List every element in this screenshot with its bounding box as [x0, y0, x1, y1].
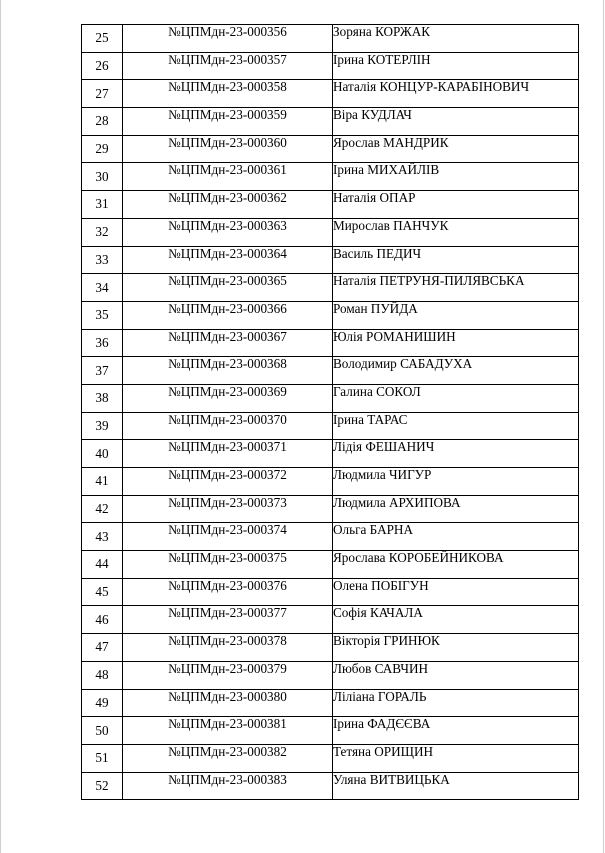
person-name-cell: Ірина МИХАЙЛІВ [333, 163, 579, 191]
table-row [82, 661, 579, 689]
table-row [82, 25, 579, 53]
row-number-cell: 30 [82, 163, 123, 191]
table-row [82, 357, 579, 385]
row-number-cell: 45 [82, 578, 123, 606]
certificate-code-cell: №ЦПМдн-23-000377 [123, 606, 333, 634]
table-row [82, 744, 579, 772]
row-number-cell: 38 [82, 384, 123, 412]
certificate-code-cell: №ЦПМдн-23-000373 [123, 495, 333, 523]
person-name-cell: Ольга БАРНА [333, 523, 579, 551]
person-name-cell: Ліліана ГОРАЛЬ [333, 689, 579, 717]
certificate-code-cell: №ЦПМдн-23-000380 [123, 689, 333, 717]
row-number-cell: 42 [82, 495, 123, 523]
table-row [82, 689, 579, 717]
certificates-table [81, 24, 579, 800]
certificate-code-cell: №ЦПМдн-23-000375 [123, 551, 333, 579]
table-row [82, 52, 579, 80]
person-name-cell: Людмила АРХИПОВА [333, 495, 579, 523]
certificate-code-cell: №ЦПМдн-23-000357 [123, 52, 333, 80]
table-row [82, 163, 579, 191]
row-number-cell: 44 [82, 551, 123, 579]
row-number-cell: 50 [82, 717, 123, 745]
table-row [82, 246, 579, 274]
table-row [82, 772, 579, 800]
certificate-code-cell: №ЦПМдн-23-000366 [123, 301, 333, 329]
certificate-code-cell: №ЦПМдн-23-000359 [123, 108, 333, 136]
row-number-cell: 35 [82, 301, 123, 329]
row-number-cell: 46 [82, 606, 123, 634]
certificate-code-cell: №ЦПМдн-23-000379 [123, 661, 333, 689]
row-number-cell: 49 [82, 689, 123, 717]
row-number-cell: 47 [82, 634, 123, 662]
table-row [82, 551, 579, 579]
person-name-cell: Наталія ОПАР [333, 191, 579, 219]
row-number-cell: 27 [82, 80, 123, 108]
person-name-cell: Наталія КОНЦУР-КАРАБІНОВИЧ [333, 80, 579, 108]
certificate-code-cell: №ЦПМдн-23-000369 [123, 384, 333, 412]
row-number-cell: 29 [82, 135, 123, 163]
row-number-cell: 51 [82, 744, 123, 772]
table-row [82, 495, 579, 523]
person-name-cell: Софія КАЧАЛА [333, 606, 579, 634]
table-row [82, 274, 579, 302]
certificate-code-cell: №ЦПМдн-23-000360 [123, 135, 333, 163]
certificate-code-cell: №ЦПМдн-23-000356 [123, 25, 333, 53]
table-row [82, 578, 579, 606]
page-edge-left [0, 0, 1, 853]
row-number-cell: 33 [82, 246, 123, 274]
person-name-cell: Лідія ФЕШАНИЧ [333, 440, 579, 468]
table-row [82, 523, 579, 551]
certificates-table-body [82, 25, 579, 800]
person-name-cell: Людмила ЧИГУР [333, 468, 579, 496]
table-row [82, 468, 579, 496]
table-row [82, 412, 579, 440]
row-number-cell: 34 [82, 274, 123, 302]
table-row [82, 717, 579, 745]
row-number-cell: 40 [82, 440, 123, 468]
table-row [82, 191, 579, 219]
person-name-cell: Галина СОКОЛ [333, 384, 579, 412]
certificate-code-cell: №ЦПМдн-23-000381 [123, 717, 333, 745]
certificate-code-cell: №ЦПМдн-23-000372 [123, 468, 333, 496]
table-row [82, 384, 579, 412]
person-name-cell: Ярослав МАНДРИК [333, 135, 579, 163]
person-name-cell: Мирослав ПАНЧУК [333, 218, 579, 246]
table-row [82, 301, 579, 329]
person-name-cell: Володимир САБАДУХА [333, 357, 579, 385]
row-number-cell: 26 [82, 52, 123, 80]
table-row [82, 135, 579, 163]
person-name-cell: Ірина КОТЕРЛІН [333, 52, 579, 80]
row-number-cell: 43 [82, 523, 123, 551]
person-name-cell: Любов САВЧИН [333, 661, 579, 689]
row-number-cell: 28 [82, 108, 123, 136]
row-number-cell: 25 [82, 25, 123, 53]
person-name-cell: Василь ПЕДИЧ [333, 246, 579, 274]
person-name-cell: Віра КУДЛАЧ [333, 108, 579, 136]
certificate-code-cell: №ЦПМдн-23-000374 [123, 523, 333, 551]
certificate-code-cell: №ЦПМдн-23-000361 [123, 163, 333, 191]
table-row [82, 440, 579, 468]
certificate-code-cell: №ЦПМдн-23-000382 [123, 744, 333, 772]
person-name-cell: Наталія ПЕТРУНЯ-ПИЛЯВСЬКА [333, 274, 579, 302]
person-name-cell: Ірина ФАДЄЄВА [333, 717, 579, 745]
table-row [82, 218, 579, 246]
table-row [82, 108, 579, 136]
table-row [82, 80, 579, 108]
person-name-cell: Зоряна КОРЖАК [333, 25, 579, 53]
person-name-cell: Роман ПУЙДА [333, 301, 579, 329]
row-number-cell: 36 [82, 329, 123, 357]
certificate-code-cell: №ЦПМдн-23-000370 [123, 412, 333, 440]
row-number-cell: 32 [82, 218, 123, 246]
certificate-code-cell: №ЦПМдн-23-000371 [123, 440, 333, 468]
person-name-cell: Юлія РОМАНИШИН [333, 329, 579, 357]
certificate-code-cell: №ЦПМдн-23-000376 [123, 578, 333, 606]
table-row [82, 329, 579, 357]
certificate-code-cell: №ЦПМдн-23-000378 [123, 634, 333, 662]
person-name-cell: Уляна ВИТВИЦЬКА [333, 772, 579, 800]
person-name-cell: Ярослава КОРОБЕЙНИКОВА [333, 551, 579, 579]
certificate-code-cell: №ЦПМдн-23-000363 [123, 218, 333, 246]
person-name-cell: Вікторія ГРИНЮК [333, 634, 579, 662]
table-row [82, 606, 579, 634]
row-number-cell: 39 [82, 412, 123, 440]
row-number-cell: 41 [82, 468, 123, 496]
page-edge-right [603, 0, 604, 853]
person-name-cell: Олена ПОБІГУН [333, 578, 579, 606]
certificate-code-cell: №ЦПМдн-23-000365 [123, 274, 333, 302]
certificate-code-cell: №ЦПМдн-23-000383 [123, 772, 333, 800]
row-number-cell: 52 [82, 772, 123, 800]
certificate-code-cell: №ЦПМдн-23-000362 [123, 191, 333, 219]
person-name-cell: Ірина ТАРАС [333, 412, 579, 440]
certificate-code-cell: №ЦПМдн-23-000364 [123, 246, 333, 274]
certificate-code-cell: №ЦПМдн-23-000367 [123, 329, 333, 357]
row-number-cell: 31 [82, 191, 123, 219]
row-number-cell: 48 [82, 661, 123, 689]
certificate-code-cell: №ЦПМдн-23-000358 [123, 80, 333, 108]
row-number-cell: 37 [82, 357, 123, 385]
table-row [82, 634, 579, 662]
person-name-cell: Тетяна ОРИЩИН [333, 744, 579, 772]
certificate-code-cell: №ЦПМдн-23-000368 [123, 357, 333, 385]
